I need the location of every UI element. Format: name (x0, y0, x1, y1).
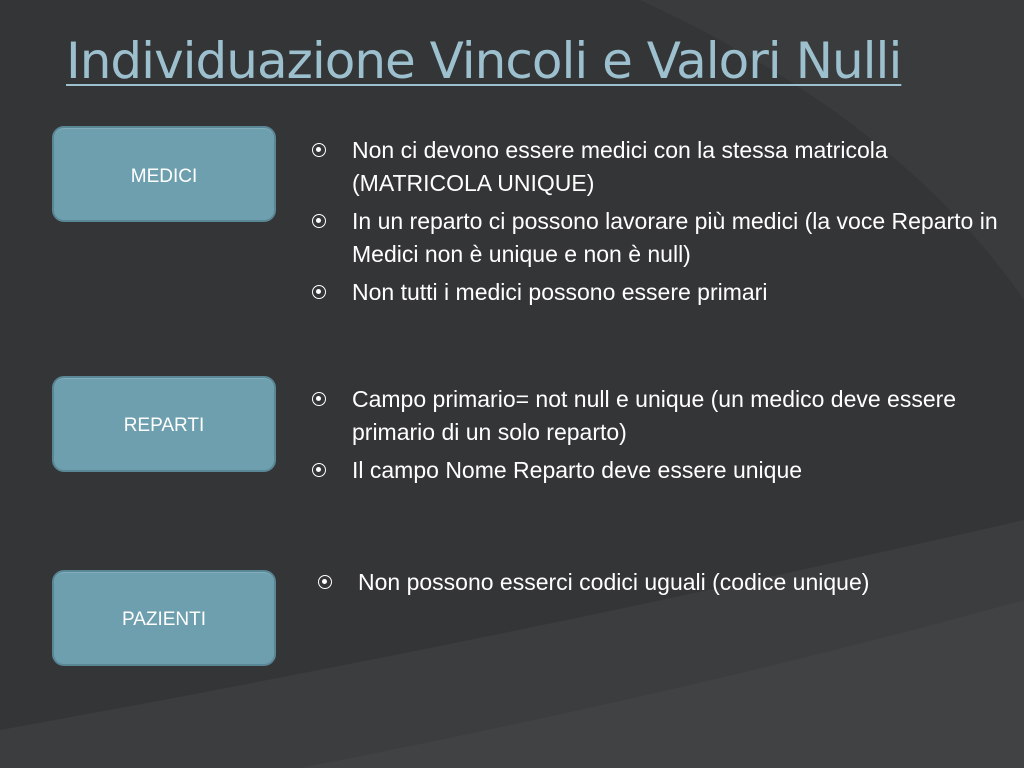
pazienti-box (52, 570, 276, 666)
list-item (312, 205, 1002, 271)
bullet-icon (312, 392, 326, 406)
bullet-icon (312, 214, 326, 228)
reparti-label: REPARTI (123, 415, 205, 436)
pazienti-bullet-list (318, 566, 918, 604)
list-item (312, 134, 1002, 200)
pazienti-label: PAZIENTI (121, 609, 207, 630)
list-item (312, 276, 1002, 309)
reparti-box (52, 376, 276, 472)
medici-bullet-list (312, 134, 1002, 314)
bullet-icon (312, 143, 326, 157)
bullet-icon (312, 285, 326, 299)
bullet-text: Il campo Nome Reparto deve essere unique (352, 457, 803, 483)
bullet-text: In un reparto ci possono lavorare più medici (la voce Reparto in Medici non è unique e non è null) (352, 208, 998, 267)
bullet-text: Campo primario= not null e unique (un medico deve essere primario di un solo reparto) (352, 386, 957, 445)
list-item (312, 383, 1012, 449)
list-item (318, 566, 918, 599)
bullet-text: Non tutti i medici possono essere primari (352, 279, 768, 305)
reparti-bullet-list (312, 383, 1012, 492)
bullet-icon (312, 463, 326, 477)
bullet-text: Non ci devono essere medici con la stessa matricola (MATRICOLA UNIQUE) (352, 137, 888, 196)
slide-title: Individuazione Vincoli e Valori Nulli (66, 32, 902, 90)
medici-box (52, 126, 276, 222)
medici-label: MEDICI (130, 166, 198, 187)
bullet-icon (318, 575, 332, 589)
bullet-text: Non possono esserci codici uguali (codice unique) (358, 569, 870, 595)
list-item (312, 454, 1012, 487)
